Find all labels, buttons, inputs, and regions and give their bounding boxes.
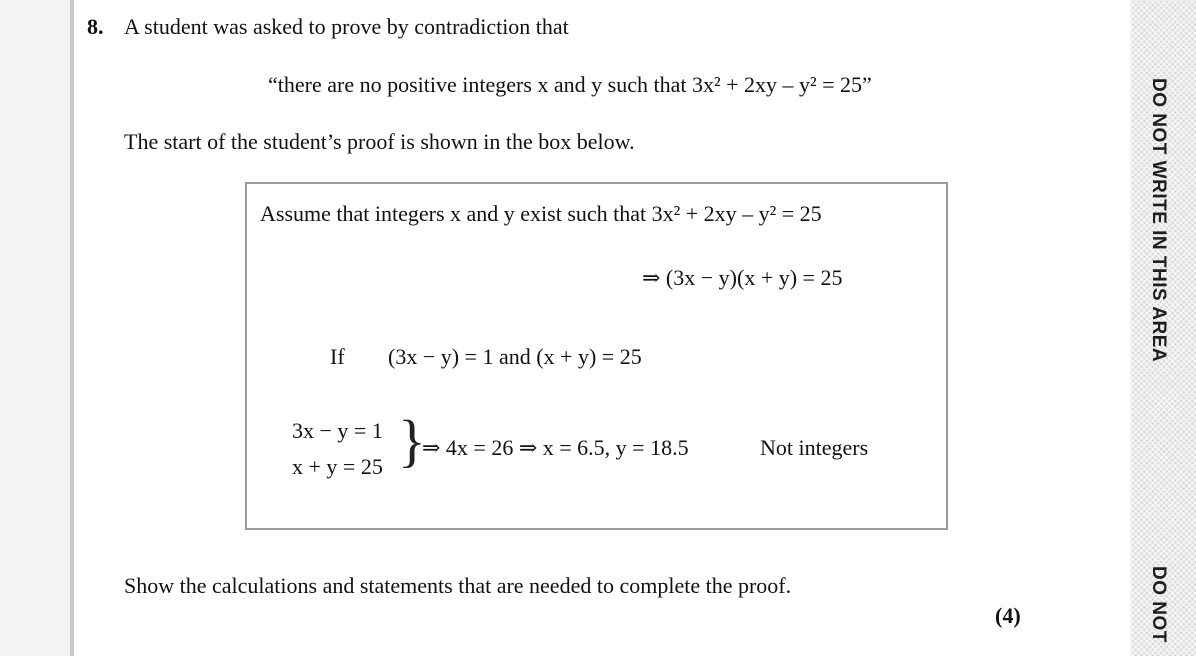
margin-warning: DO NOT WRITE IN THIS AREA (1148, 78, 1169, 363)
question-number: 8. (87, 14, 104, 39)
box-intro: The start of the student’s proof is shown in the box below. (124, 129, 635, 154)
question-intro: A student was asked to prove by contradiction that (124, 14, 569, 39)
page-left-border (70, 0, 74, 656)
marks: (4) (995, 603, 1021, 628)
proof-condition: (3x − y) = 1 and (x + y) = 25 (388, 344, 642, 369)
proof-if-label: If (330, 344, 345, 369)
system-equation-2: x + y = 25 (292, 454, 383, 479)
system-result: ⇒ 4x = 26 ⇒ x = 6.5, y = 18.5 (422, 435, 689, 460)
question-statement: “there are no positive integers x and y such that 3x² + 2xy – y² = 25” (268, 72, 872, 97)
proof-line-1: Assume that integers x and y exist such that 3x² + 2xy – y² = 25 (260, 201, 822, 226)
system-brace: } (398, 408, 426, 473)
instruction: Show the calculations and statements that are needed to complete the proof. (124, 573, 792, 598)
margin-warning-partial: DO NOT (1148, 566, 1169, 643)
system-conclusion: Not integers (760, 435, 869, 460)
proof-line-2: ⇒ (3x − y)(x + y) = 25 (642, 265, 843, 290)
system-equation-1: 3x − y = 1 (292, 418, 383, 443)
